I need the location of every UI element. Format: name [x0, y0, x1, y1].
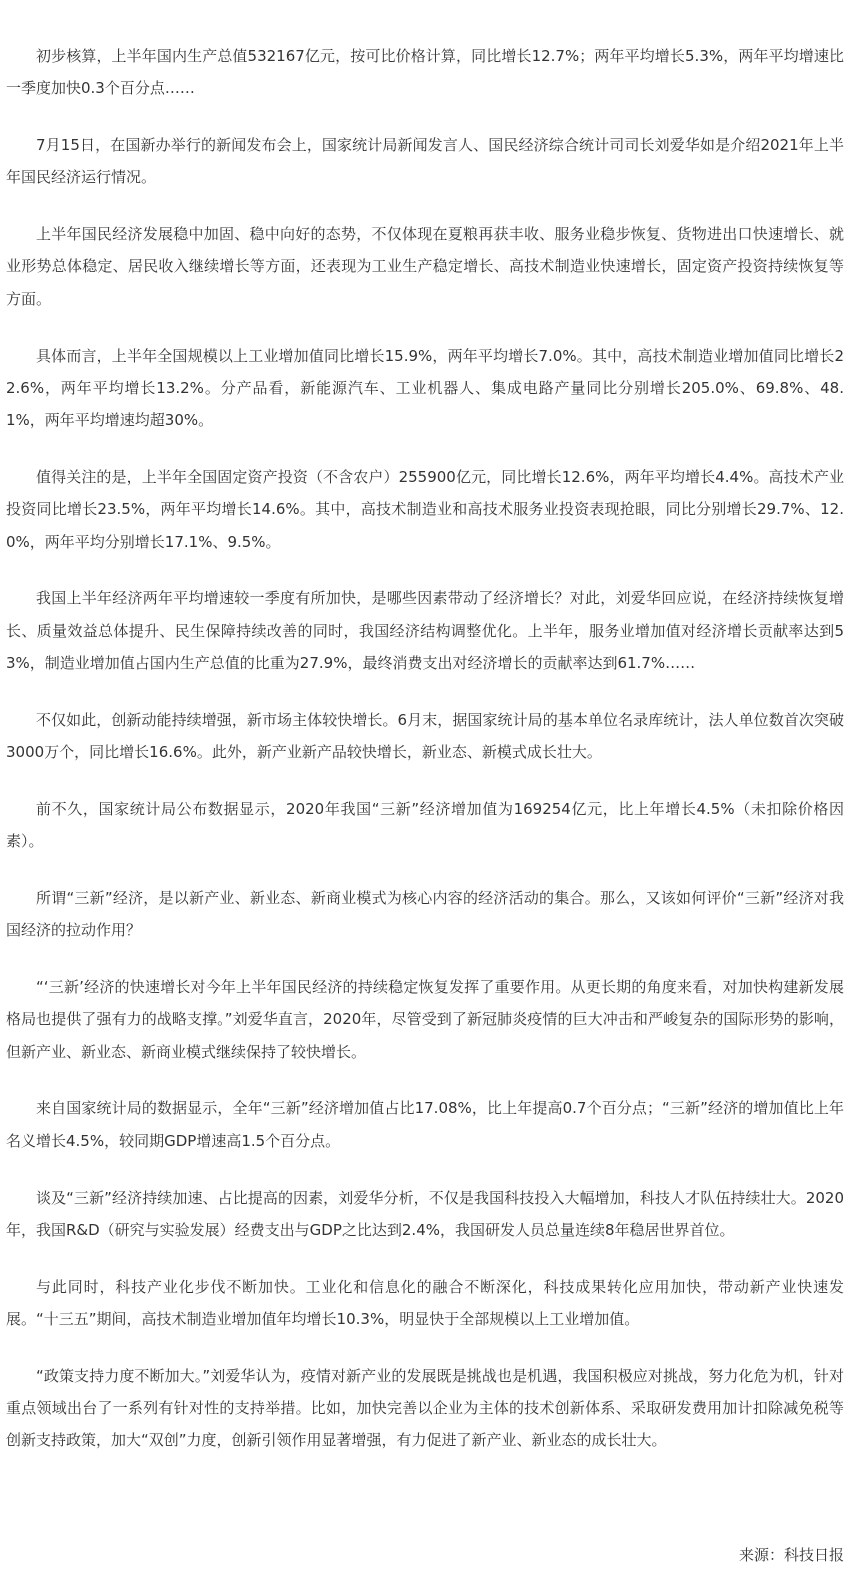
paragraph-industrialization: 与此同时，科技产业化步伐不断加快。工业化和信息化的融合不断深化，科技成果转化应用加快，带动新产业快速发展。“十三五”期间，高技术制造业增加值年均增长10.3%，明显快于全部规模以上工业增加值。	[6, 1277, 844, 1328]
paragraph-policy-support: “政策支持力度不断加大。”刘爱华认为，疫情对新产业的发展既是挑战也是机遇，我国积极应对挑战，努力化危为机，针对重点领域出台了一系列有针对性的支持举措。比如，加快完善以企业为主体的技术创新体系、采取研发费用加计扣除减免税等创新支持政策，加大“双创”力度，创新引领作用显著增强，有力促进了新产业、新业态的成长壮大。	[6, 1366, 844, 1450]
paragraph-press-conference: 7月15日，在国新办举行的新闻发布会上，国家统计局新闻发言人、国民经济综合统计司司长刘爱华如是介绍2021年上半年国民经济运行情况。	[6, 136, 844, 187]
paragraph-industrial-output: 具体而言，上半年全国规模以上工业增加值同比增长15.9%，两年平均增长7.0%。其中，高技术制造业增加值同比增长22.6%，两年平均增长13.2%。分产品看，新能源汽车、工业机器人、集成电路产量同比分别增长205.0%、69.8%、48.1%，两年平均增速均超30%。	[6, 346, 844, 430]
paragraph-innovation-momentum: 不仅如此，创新动能持续增强，新市场主体较快增长。6月末，据国家统计局的基本单位名录库统计，法人单位数首次突破3000万个，同比增长16.6%。此外，新产业新产品较快增长，新业态、新模式成长壮大。	[6, 710, 844, 762]
paragraph-three-new-definition: 所谓“三新”经济，是以新产业、新业态、新商业模式为核心内容的经济活动的集合。那么，又该如何评价“三新”经济对我国经济的拉动作用？	[6, 888, 844, 940]
paragraph-three-new-value-added: 前不久，国家统计局公布数据显示，2020年我国“三新”经济增加值为169254亿元，比上年增长4.5%（未扣除价格因素）。	[6, 799, 844, 851]
article-source: 来源：科技日报	[738, 1546, 844, 1564]
paragraph-economic-trend: 上半年国民经济发展稳中加固、稳中向好的态势，不仅体现在夏粮再获丰收、服务业稳步恢复、货物进出口快速增长、就业形势总体稳定、居民收入继续增长等方面，还表现为工业生产稳定增长、高技术制造业快速增长，固定资产投资持续恢复等方面。	[6, 225, 844, 308]
paragraph-growth-factors: 我国上半年经济两年平均增速较一季度有所加快，是哪些因素带动了经济增长？对此，刘爱华回应说，在经济持续恢复增长、质量效益总体提升、民生保障持续改善的同时，我国经济结构调整优化。上半年，服务业增加值对经济增长贡献率达到53%，制造业增加值占国内生产总值的比重为27.9%，最终消费支出对经济增长的贡献率达到61.7%……	[6, 589, 844, 672]
paragraph-three-new-role: “‘三新’经济的快速增长对今年上半年国民经济的持续稳定恢复发挥了重要作用。从更长期的角度来看，对加快构建新发展格局也提供了强有力的战略支撑。”刘爱华直言，2020年，尽管受到了新冠肺炎疫情的巨大冲击和严峻复杂的国际形势的影响，但新产业、新业态、新商业模式继续保持了较快增长。	[6, 978, 844, 1061]
paragraph-gdp-estimate: 初步核算，上半年国内生产总值532167亿元，按可比价格计算，同比增长12.7%；两年平均增长5.3%，两年平均增速比一季度加快0.3个百分点……	[6, 47, 844, 98]
article-body	[6, 40, 844, 1481]
paragraph-rd-investment: 谈及“三新”经济持续加速、占比提高的因素，刘爱华分析，不仅是我国科技投入大幅增加，科技人才队伍持续壮大。2020年，我国R&D（研究与实验发展）经费支出与GDP之比达到2.4%，我国研发人员总量连续8年稳居世界首位。	[6, 1188, 844, 1239]
paragraph-fixed-asset-investment: 值得关注的是，上半年全国固定资产投资（不含农户）255900亿元，同比增长12.6%，两年平均增长4.4%。高技术产业投资同比增长23.5%，两年平均增长14.6%。其中，高技术制造业和高技术服务业投资表现抢眼，同比分别增长29.7%、12.0%，两年平均分别增长17.1%、9.5%。	[6, 467, 844, 551]
paragraph-three-new-share: 来自国家统计局的数据显示，全年“三新”经济增加值占比17.08%，比上年提高0.7个百分点；“三新”经济的增加值比上年名义增长4.5%，较同期GDP增速高1.5个百分点。	[6, 1099, 844, 1150]
